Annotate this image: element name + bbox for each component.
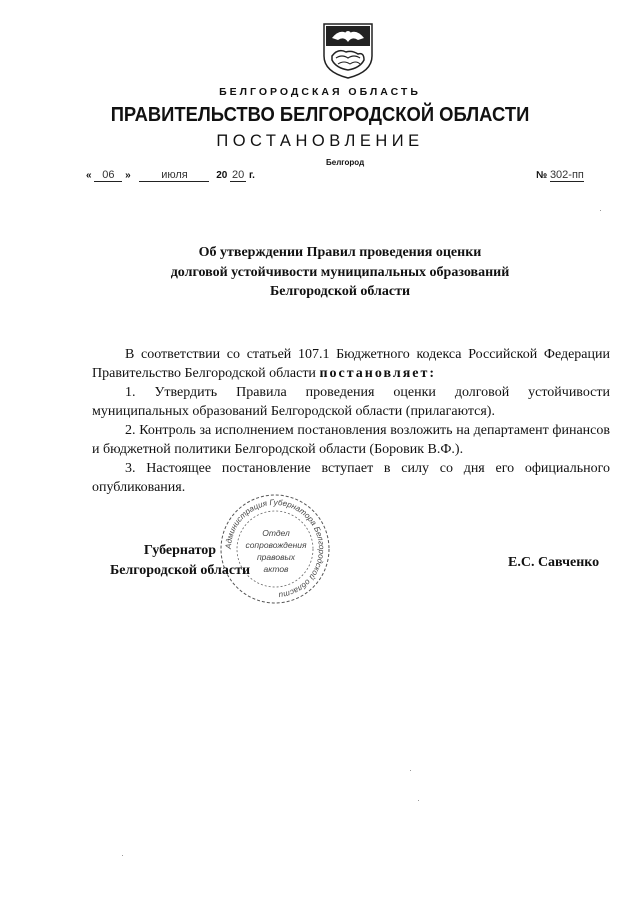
intro-text: В соответствии со статьей 107.1 Бюджетного кодекса Российской Федерации Правительство Белгородской области <box>92 347 610 381</box>
stamp-line-2: сопровождения <box>245 540 307 550</box>
stamp-line-3: правовых <box>256 552 296 562</box>
scan-speck <box>418 800 419 801</box>
scan-speck <box>600 210 601 211</box>
date-month: июля <box>139 169 209 182</box>
document-title <box>0 243 640 302</box>
year-unit: г. <box>248 170 255 181</box>
title-line-1: Об утверждении Правил проведения оценки <box>198 245 482 260</box>
signatory-position <box>80 541 280 581</box>
government-heading: ПРАВИТЕЛЬСТВО БЕЛГОРОДСКОЙ ОБЛАСТИ <box>110 104 530 126</box>
stamp-line-1: Отдел <box>262 528 290 538</box>
signatory-name: Е.С. Савченко <box>508 555 600 570</box>
item-2: 2. Контроль за исполнением постановления возложить на департамент финансов и бюджетной политики Белгородской области (Боровик В.Ф.). <box>92 423 610 457</box>
stamp-ring-text: Администрация Губернатора Белгородской области <box>223 497 327 600</box>
item-1: 1. Утвердить Правила проведения оценки долговой устойчивости муниципальных образований Белгородской области (прилагаются). <box>92 385 610 419</box>
region-heading: БЕЛГОРОДСКАЯ ОБЛАСТЬ <box>219 86 421 98</box>
document-body <box>92 345 610 497</box>
intro-paragraph <box>92 345 610 383</box>
document-type-heading: ПОСТАНОВЛЕНИЕ <box>216 132 424 150</box>
scan-speck <box>122 855 123 856</box>
year-suffix: 20 <box>232 169 245 181</box>
position-line-1: Губернатор <box>143 543 217 558</box>
position-line-2: Белгородской области <box>109 563 251 578</box>
stamp-line-4: актов <box>263 564 289 574</box>
year-prefix: 20 <box>216 170 228 181</box>
item-3: 3. Настоящее постановление вступает в силу со дня его официального опубликования. <box>92 461 610 495</box>
open-quote: « <box>86 170 92 181</box>
city-label: Белгород <box>326 158 365 167</box>
number-label: № <box>536 170 548 181</box>
date-day: 06 <box>94 169 122 182</box>
title-line-3: Белгородской области <box>269 284 411 299</box>
title-line-2: долговой устойчивости муниципальных образований <box>170 264 510 280</box>
coat-of-arms-emblem <box>322 22 374 80</box>
close-quote: » <box>125 170 131 181</box>
date-line <box>86 169 255 182</box>
decrees-word: постановляет: <box>319 366 437 381</box>
number-value: 302-пп <box>549 169 584 181</box>
document-number <box>536 169 584 181</box>
scan-speck <box>410 770 411 771</box>
